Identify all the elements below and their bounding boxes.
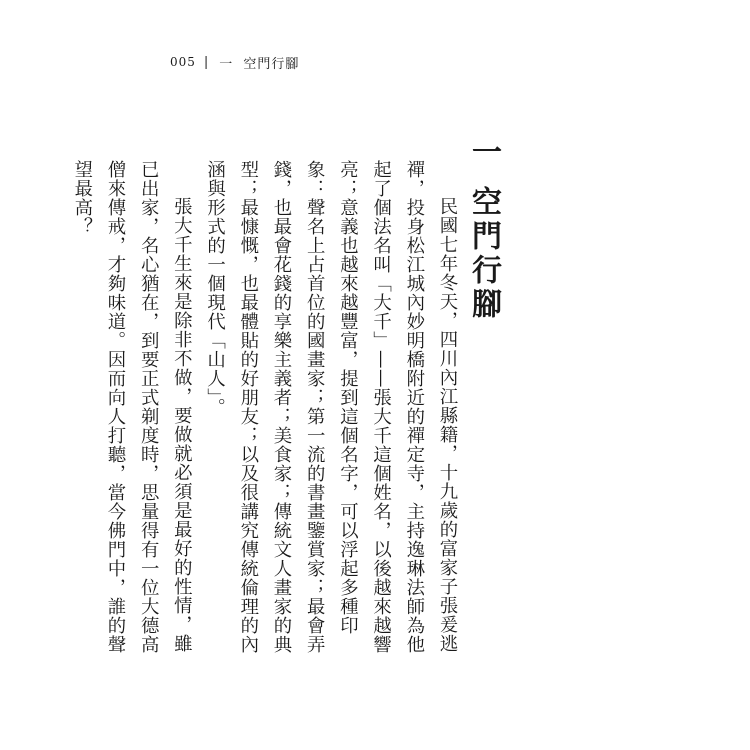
chapter-number: 一	[466, 136, 501, 170]
chapter-title-text: 空門行腳	[466, 186, 501, 322]
running-header	[170, 53, 299, 71]
chapter-heading	[466, 136, 500, 322]
header-section-number: 一	[219, 56, 234, 72]
header-section-title: 空門行腳	[243, 56, 300, 72]
paragraph: 張大千生來是除非不做，要做就必須是最好的性情，雖已出家，名心猶在，到要正式剃度時，思量得有一位大德高僧來傳戒，才夠味道。因而向人打聽，當今佛門中，誰的聲望最高？	[71, 160, 193, 654]
body-text	[71, 160, 464, 665]
page-number: 005	[170, 55, 196, 69]
header-separator: |	[203, 54, 210, 70]
paragraph: 民國七年冬天，四川內江縣籍，十九歲的富家子張爰逃禪，投身松江城內妙明橋附近的禪定寺，主持逸琳法師為他起了個法名叫「大千」——張大千這個姓名，以後越來越響亮；意義也越來越豐富，提到這個名字，可以浮起多種印象：聲名上占首位的國畫家；第一流的書畫鑒賞家；最會弄錢，也最會花錢的享樂主義者；美食家；傳統文人畫家的典型；最慷慨，也最體貼的好朋友；以及很講究傳統倫理的內涵與形式的一個現代「山人」。	[204, 160, 458, 654]
